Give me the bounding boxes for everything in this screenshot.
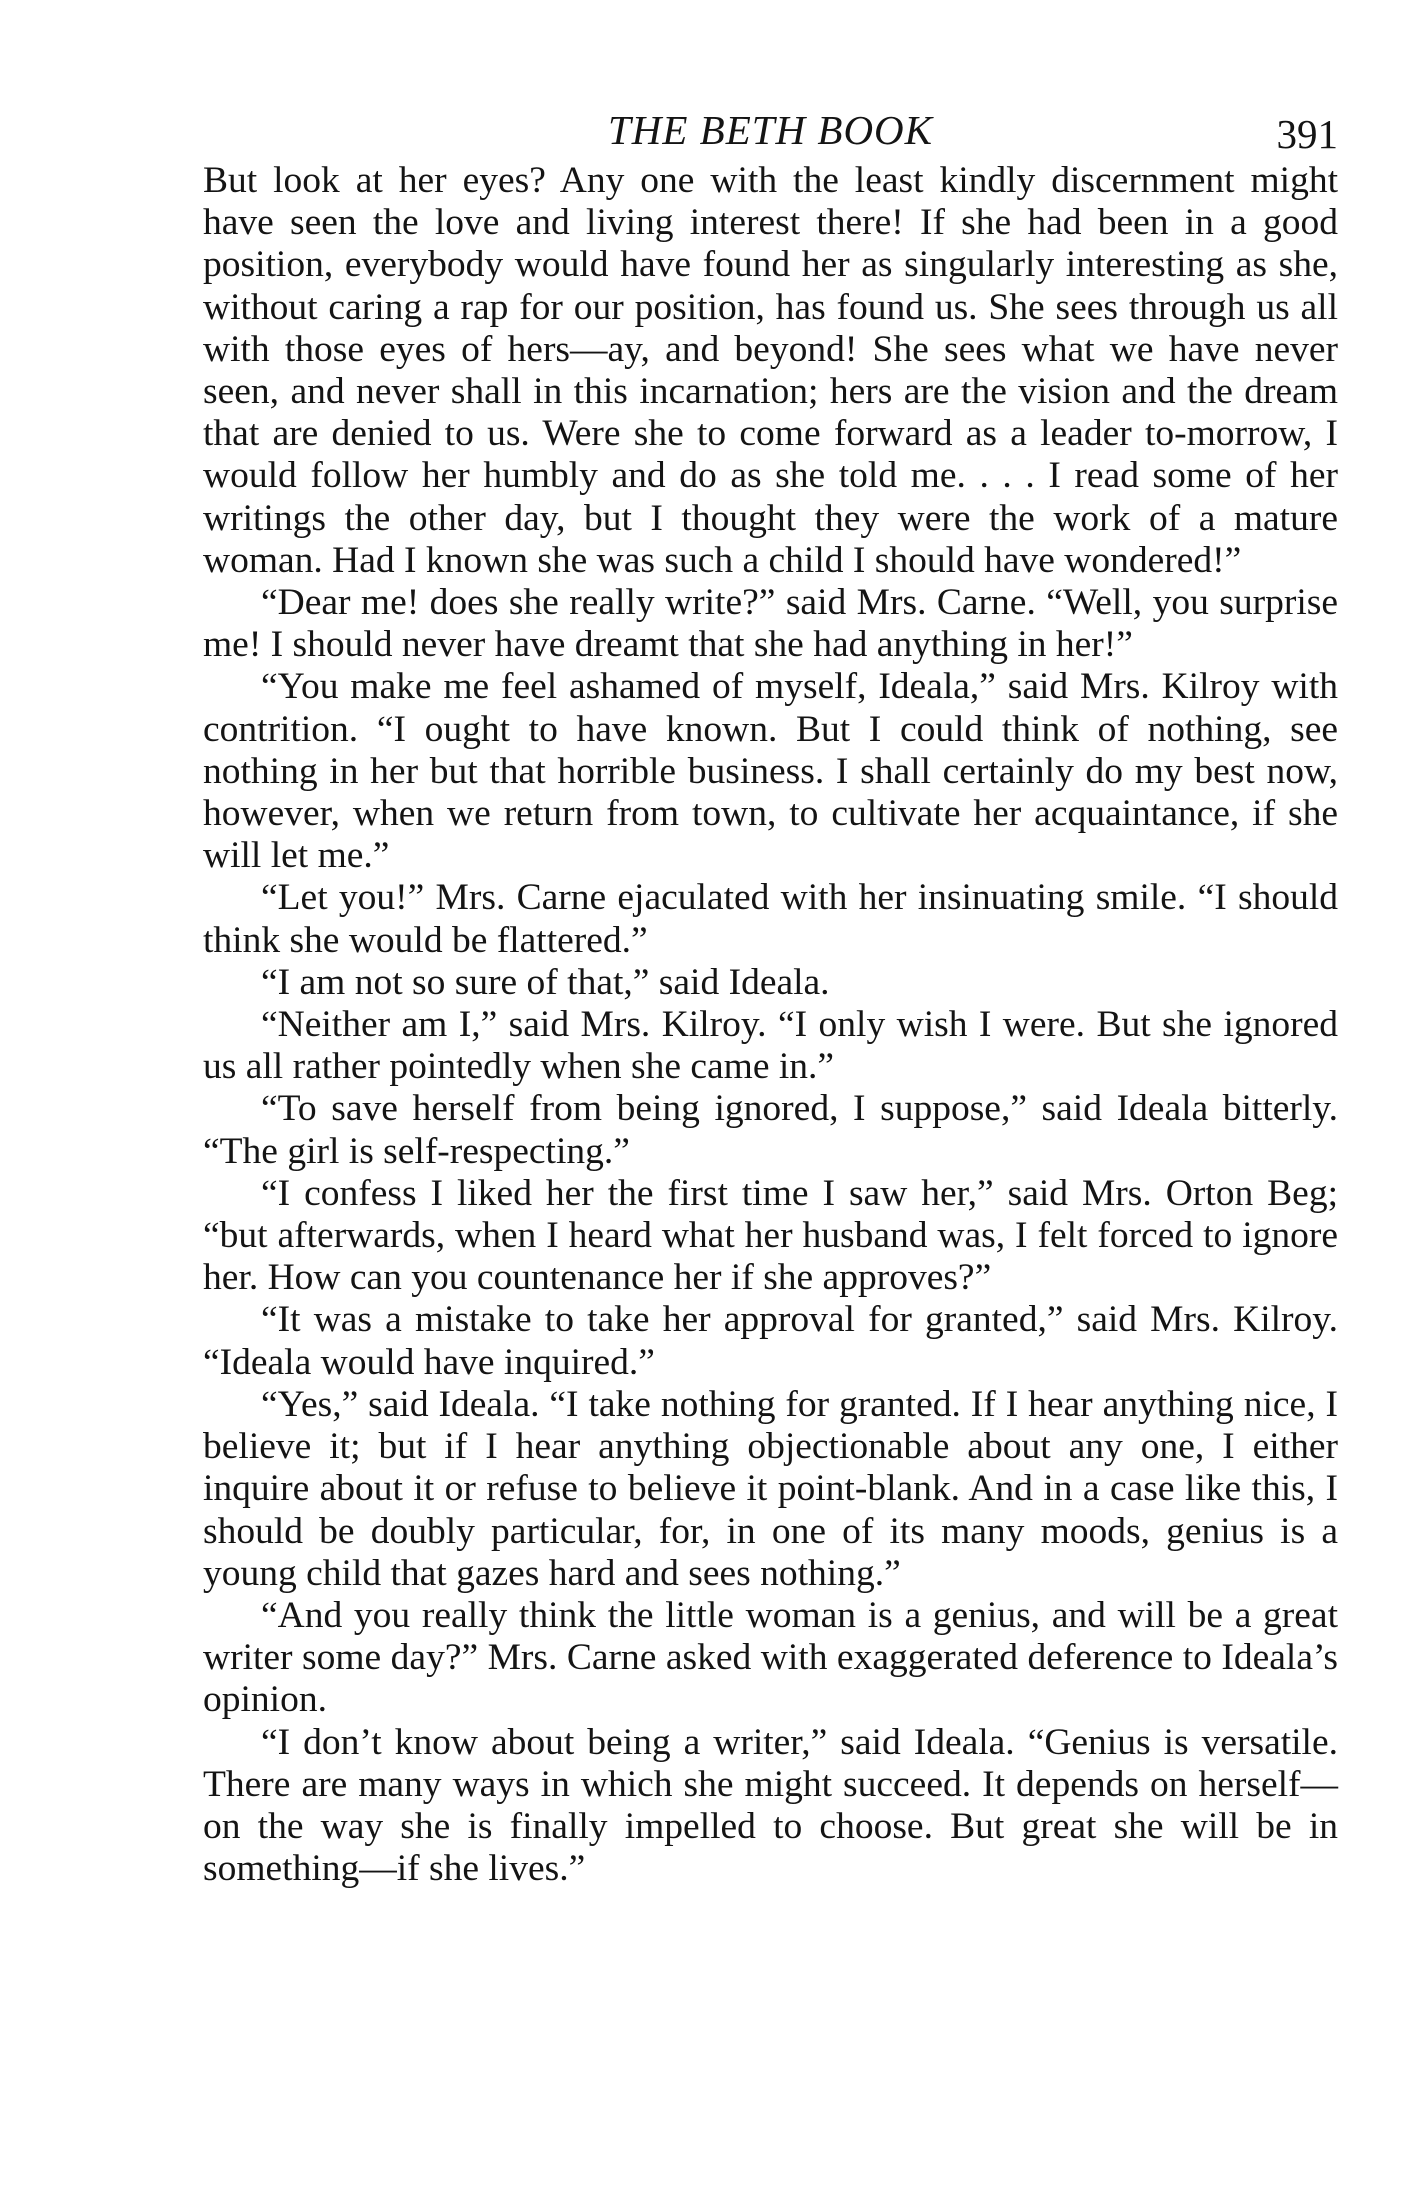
body-text <box>203 160 1338 1890</box>
book-page <box>203 100 1338 1890</box>
paragraph-3: “You make me feel ashamed of myself, Ideala,” said Mrs. Kilroy with contrition. “I ought to have known. But I could think of nothing, see nothing in her but that horrible business. I shall certainly do my best now, however, when we return from town, to cultivate her acquaintance, if she will let me.” <box>203 666 1338 877</box>
page-number: 391 <box>1276 111 1338 157</box>
paragraph-11: “And you really think the little woman is a genius, and will be a great writer some day?” Mrs. Carne asked with exaggerated deference to Ideala’s opinion. <box>203 1594 1338 1721</box>
paragraph-1: But look at her eyes? Any one with the least kindly discernment might have seen the love and living interest there! If she had been in a good position, everybody would have found her as singularly interesting as she, without caring a rap for our position, has found us. She sees through us all with those eyes of hers—ay, and beyond! She sees what we have never seen, and never shall in this incarnation; hers are the vision and the dream that are denied to us. Were she to come forward as a leader to-morrow, I would follow her humbly and do as she told me. . . . I read some of her writings the other day, but I thought they were the work of a mature woman. Had I known she was such a child I should have wondered!” <box>203 160 1338 581</box>
paragraph-6: “Neither am I,” said Mrs. Kilroy. “I only wish I were. But she ignored us all rather pointedly when she came in.” <box>203 1004 1338 1088</box>
paragraph-9: “It was a mistake to take her approval for granted,” said Mrs. Kilroy. “Ideala would have inquired.” <box>203 1299 1338 1383</box>
paragraph-12: “I don’t know about being a writer,” said Ideala. “Genius is versatile. There are many ways in which she might succeed. It depends on herself—on the way she is finally impelled to choose. But great she will be in something—if she lives.” <box>203 1721 1338 1890</box>
running-title: THE BETH BOOK <box>607 107 934 153</box>
running-head <box>203 100 1338 160</box>
paragraph-8: “I confess I liked her the first time I saw her,” said Mrs. Orton Beg; “but afterwards, when I heard what her husband was, I felt forced to ignore her. How can you countenance her if she approves?” <box>203 1172 1338 1299</box>
paragraph-4: “Let you!” Mrs. Carne ejaculated with her insinuating smile. “I should think she would be flattered.” <box>203 877 1338 961</box>
paragraph-5: “I am not so sure of that,” said Ideala. <box>261 961 830 1003</box>
paragraph-7: “To save herself from being ignored, I suppose,” said Ideala bitterly. “The girl is self-respecting.” <box>203 1088 1338 1172</box>
paragraph-10: “Yes,” said Ideala. “I take nothing for granted. If I hear anything nice, I believe it; but if I hear anything objectionable about any one, I either inquire about it or refuse to believe it point-blank. And in a case like this, I should be doubly particular, for, in one of its many moods, genius is a young child that gazes hard and sees nothing.” <box>203 1383 1338 1594</box>
paragraph-2: “Dear me! does she really write?” said Mrs. Carne. “Well, you surprise me! I should never have dreamt that she had anything in her!” <box>203 582 1338 666</box>
